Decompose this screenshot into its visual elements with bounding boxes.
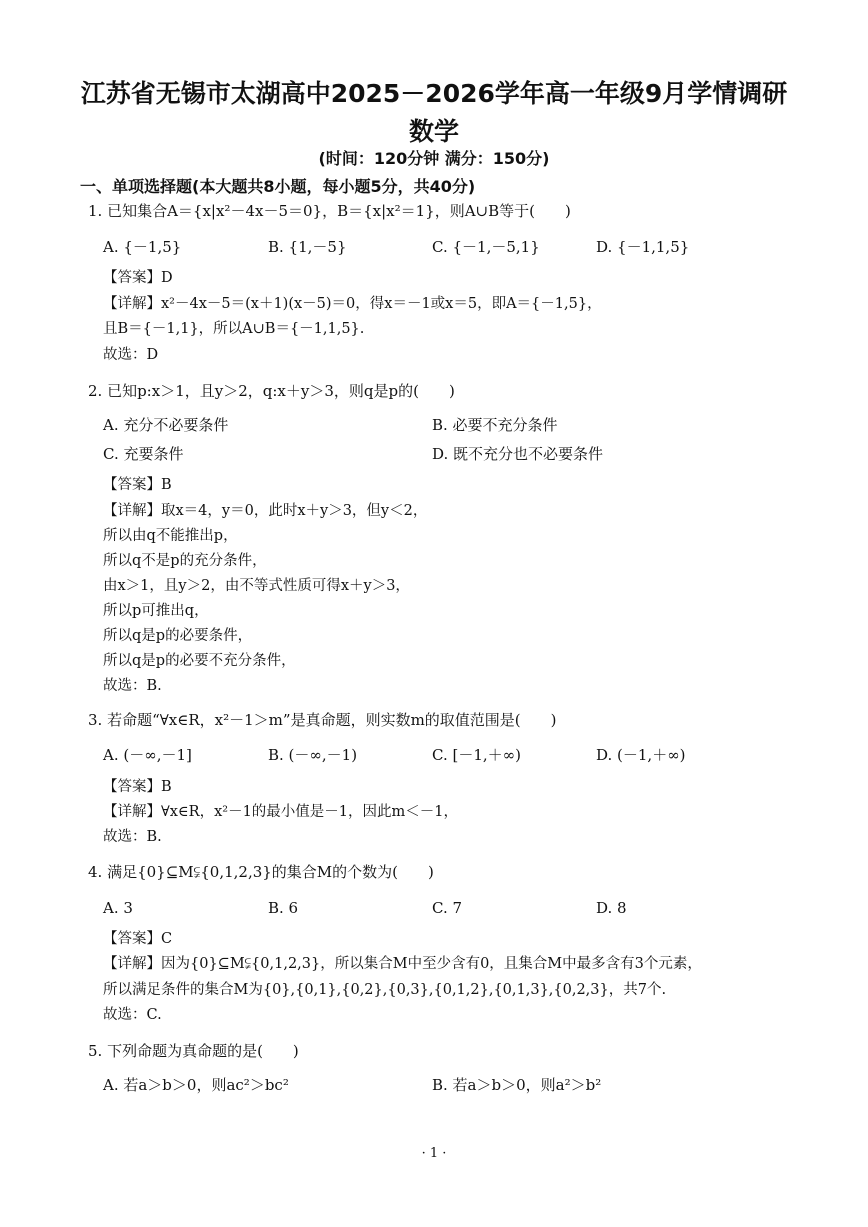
document-subject: 数学 [408,117,459,146]
question-1-detail-line: 故选：D [103,347,159,363]
question-4-stem: 4. 满足{0}⊆M⫋{0,1,2,3}的集合M的个数为( ) [88,863,434,881]
question-2-detail-line: 所以q不是p的充分条件， [103,553,267,569]
question-1-option-c: C. {－1,－5,1} [432,238,540,256]
question-4-option-b: B. 6 [268,899,299,917]
question-3-option-d: D. (－1,＋∞) [596,746,686,764]
question-4-option-d: D. 8 [596,899,627,917]
question-2-answer: 【答案】B [103,477,172,493]
page-number: · 1 · [421,1146,447,1161]
question-3-detail-line: 故选：B. [103,829,162,845]
question-1-answer: 【答案】D [103,270,173,286]
question-2-detail-line: 所以由q不能推出p， [103,528,238,544]
question-2-detail-line: 所以q是p的必要条件， [103,628,253,644]
question-4-option-a: A. 3 [103,899,133,917]
question-2-option-c: C. 充要条件 [103,445,184,463]
question-1-option-d: D. {－1,1,5} [596,238,690,256]
question-2-stem: 2. 已知p:x＞1，且y＞2，q:x＋y＞3，则q是p的( ) [88,382,455,400]
question-2-detail-line: 由x＞1，且y＞2，由不等式性质可得x＋y＞3， [103,578,410,594]
question-1-stem: 1. 已知集合A＝{x|x²－4x－5＝0}，B＝{x|x²＝1}，则A∪B等于( ) [88,202,571,220]
exam-meta: (时间：120分钟 满分：150分) [318,149,550,168]
question-1-detail-line: 且B＝{－1,1}，所以A∪B＝{－1,1,5}. [103,321,365,337]
question-5-option-a: A. 若a＞b＞0，则ac²＞bc² [103,1076,289,1094]
document-title: 江苏省无锡市太湖高中2025－2026学年高一年级9月学情调研 [80,79,788,108]
question-2-option-b: B. 必要不充分条件 [432,416,558,434]
question-1-detail-line: 【详解】x²－4x－5＝(x＋1)(x－5)＝0，得x＝－1或x＝5，即A＝{－1,5}， [103,296,602,312]
question-2-detail-line: 所以p可推出q， [103,603,209,619]
question-2-option-a: A. 充分不必要条件 [103,416,229,434]
question-3-answer: 【答案】B [103,779,172,795]
question-4-detail-line: 故选：C. [103,1007,162,1023]
question-3-detail-line: 【详解】∀x∈R，x²－1的最小值是－1，因此m＜－1， [103,804,458,820]
question-3-option-c: C. [－1,＋∞) [432,746,521,764]
question-4-detail-line: 所以满足条件的集合M为{0},{0,1},{0,2},{0,3},{0,1,2},{0,1,3},{0,2,3}，共7个. [103,982,667,998]
question-3-option-a: A. (－∞,－1] [103,746,192,764]
section-title: 一、单项选择题(本大题共8小题，每小题5分，共40分) [80,177,476,196]
question-2-detail-line: 【详解】取x＝4，y＝0，此时x＋y＞3，但y＜2， [103,503,428,519]
question-4-detail-line: 【详解】因为{0}⊆M⫋{0,1,2,3}，所以集合M中至少含有0，且集合M中最多含有3个元素， [103,956,702,972]
question-3-option-b: B. (－∞,－1) [268,746,358,764]
question-2-option-d: D. 既不充分也不必要条件 [432,445,604,463]
question-5-stem: 5. 下列命题为真命题的是( ) [88,1042,299,1060]
question-2-detail-line: 所以q是p的必要不充分条件， [103,653,296,669]
question-4-answer: 【答案】C [103,931,173,947]
question-3-stem: 3. 若命题“∀x∈R，x²－1＞m”是真命题，则实数m的取值范围是( ) [88,711,557,729]
question-2-detail-line: 故选：B. [103,678,162,694]
question-4-option-c: C. 7 [432,899,463,917]
question-1-option-b: B. {1,－5} [268,238,347,256]
question-5-option-b: B. 若a＞b＞0，则a²＞b² [432,1076,602,1094]
question-1-option-a: A. {－1,5} [103,238,182,256]
